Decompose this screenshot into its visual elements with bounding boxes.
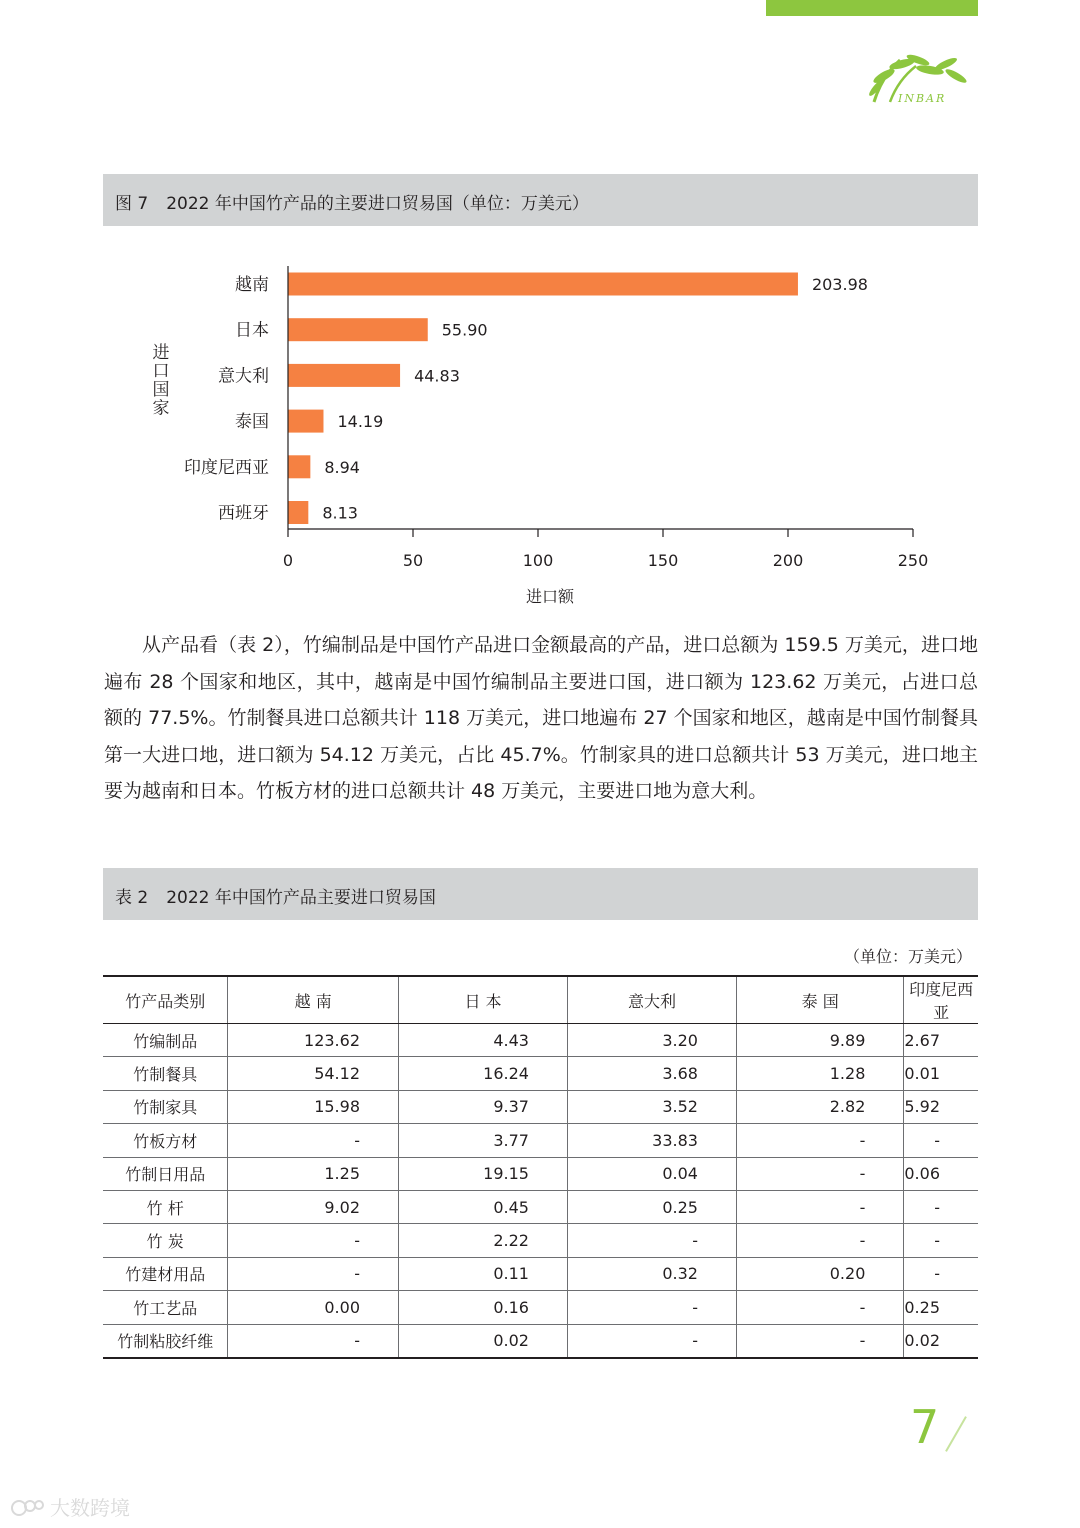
value-cell: - [736, 1124, 903, 1157]
header-cell: 日 本 [399, 976, 568, 1024]
row-category-cell: 竹制餐具 [103, 1057, 228, 1090]
x-tick-label: 100 [522, 551, 554, 570]
value-cell: - [736, 1157, 903, 1190]
bar-value-label: 44.83 [414, 366, 460, 386]
table-row [103, 1257, 978, 1290]
table-row [103, 1190, 978, 1223]
value-cell: 0.45 [399, 1190, 568, 1223]
x-tick-label: 200 [772, 551, 804, 570]
header-cell: 泰 国 [736, 976, 903, 1024]
table-label: 表 2 [115, 888, 149, 908]
bar-value-label: 203.98 [811, 275, 868, 294]
y-axis-label-text: 进口国家 [152, 343, 170, 419]
value-cell: 1.28 [736, 1057, 903, 1090]
value-cell: - [567, 1324, 736, 1358]
watermark [10, 1492, 130, 1521]
table-row [103, 1324, 978, 1358]
value-cell: 3.77 [399, 1124, 568, 1157]
value-cell: 1.25 [228, 1157, 399, 1190]
figure-title: 2022 年中国竹产品的主要进口贸易国（单位：万美元） [166, 194, 589, 214]
table-header-row [103, 976, 978, 1024]
category-label: 西班牙 [218, 503, 269, 524]
import-trade-table [103, 975, 978, 1359]
header-cell: 意大利 [567, 976, 736, 1024]
value-cell: 0.02 [399, 1324, 568, 1358]
row-category-cell: 竹 炭 [103, 1224, 228, 1257]
figure-label: 图 7 [115, 194, 149, 214]
row-category-cell: 竹制粘胶纤维 [117, 1332, 214, 1352]
bar-value-label: 8.94 [324, 457, 360, 477]
table-row [103, 1024, 978, 1057]
value-cell: 54.12 [228, 1057, 399, 1090]
table-caption-bar [103, 868, 978, 920]
x-tick-label: 0 [282, 551, 294, 570]
row-category-cell: 竹板方材 [103, 1124, 228, 1157]
value-cell: - [736, 1291, 903, 1324]
x-tick-label: 250 [897, 551, 929, 570]
row-category-cell: 竹建材用品 [103, 1257, 228, 1290]
row-category-cell: 竹编制品 [103, 1024, 228, 1057]
page-number-slash [945, 1416, 967, 1452]
value-cell: 9.37 [399, 1090, 568, 1123]
value-cell: 0.25 [567, 1190, 736, 1223]
table-unit-note: （单位：万美元） [843, 947, 972, 966]
table-row [103, 1124, 978, 1157]
bar-value-label: 14.19 [337, 412, 384, 432]
value-cell: 0.16 [399, 1291, 568, 1324]
value-cell: 9.89 [736, 1024, 903, 1057]
bar-value-label: 55.90 [441, 320, 488, 340]
value-cell: 0.01 [904, 1057, 978, 1090]
bar-1 [288, 318, 428, 341]
value-cell: 3.68 [567, 1057, 736, 1090]
value-cell: - [736, 1190, 903, 1223]
top-accent-bar [766, 0, 978, 16]
table-row [103, 1090, 978, 1123]
value-cell: - [228, 1324, 399, 1358]
value-cell: 2.22 [399, 1224, 568, 1257]
table-row [103, 1224, 978, 1257]
bar-value-label: 8.13 [322, 503, 358, 523]
value-cell: 0.32 [567, 1257, 736, 1290]
table-title: 2022 年中国竹产品主要进口贸易国 [166, 888, 436, 908]
value-cell: 0.25 [904, 1291, 978, 1324]
value-cell: 0.11 [399, 1257, 568, 1290]
value-cell: 3.20 [567, 1024, 736, 1057]
category-label: 越南 [235, 275, 269, 295]
value-cell: - [228, 1124, 399, 1157]
bar-2 [288, 364, 400, 387]
value-cell: 3.52 [567, 1090, 736, 1123]
watermark-logo-icon [10, 1496, 46, 1518]
row-category-cell: 竹制日用品 [103, 1157, 228, 1190]
value-cell: 0.20 [736, 1257, 903, 1290]
category-label: 日本 [235, 320, 269, 341]
header-cell: 印度尼西亚 [904, 976, 978, 1024]
x-axis-label: 进口额 [525, 587, 575, 606]
value-cell: 5.92 [904, 1090, 978, 1123]
watermark-text: 大数跨境 [50, 1496, 130, 1520]
body-paragraph: 从产品看（表 2），竹编制品是中国竹产品进口金额最高的产品，进口总额为 159.5 万美元，进口地遍布 28 个国家和地区，其中，越南是中国竹编制品主要进口国，进口额为 123.62 万美元，占进口总额的 77.5%。竹制餐具进口总额共计 118 万美元，进口地遍布 27 个国家和地区，越南是中国竹制餐具第一大进口地，进口额为 54.12 万美元，占比 45.7%。竹制家具的进口总额共计 53 万美元，进口地主要为越南和日本。竹板方材的进口总额共计 48 万美元，主要进口地为意大利。 [104, 634, 978, 803]
value-cell: 123.62 [228, 1024, 399, 1057]
value-cell: 15.98 [228, 1090, 399, 1123]
row-category-cell: 竹 杆 [103, 1190, 228, 1223]
x-tick-label: 150 [647, 551, 679, 570]
value-cell: 2.82 [736, 1090, 903, 1123]
value-cell: - [228, 1257, 399, 1290]
value-cell: 0.06 [904, 1157, 978, 1190]
value-cell: - [904, 1224, 978, 1257]
x-tick-label: 50 [402, 551, 424, 570]
row-category-cell: 竹制家具 [103, 1090, 228, 1123]
bar-4 [288, 455, 310, 478]
category-label: 泰国 [235, 412, 269, 433]
header-cell: 竹产品类别 [103, 976, 228, 1024]
value-cell: - [904, 1124, 978, 1157]
value-cell: - [736, 1324, 903, 1358]
row-category-cell: 竹工艺品 [103, 1291, 228, 1324]
value-cell: 16.24 [399, 1057, 568, 1090]
value-cell: 4.43 [399, 1024, 568, 1057]
value-cell: 2.67 [904, 1024, 978, 1057]
value-cell: 33.83 [567, 1124, 736, 1157]
header-cell: 越 南 [228, 976, 399, 1024]
bar-3 [288, 410, 323, 433]
value-cell: - [736, 1224, 903, 1257]
category-label: 印度尼西亚 [184, 457, 269, 478]
value-cell: 19.15 [399, 1157, 568, 1190]
value-cell: - [567, 1291, 736, 1324]
table-row [103, 1057, 978, 1090]
import-bar-chart [103, 226, 978, 618]
y-axis-label [153, 343, 170, 419]
bar-5 [288, 501, 308, 524]
value-cell: - [904, 1190, 978, 1223]
inbar-logo-text: INBAR [898, 92, 947, 105]
value-cell: 0.00 [228, 1291, 399, 1324]
value-cell: 0.04 [567, 1157, 736, 1190]
figure-caption-bar [103, 174, 978, 226]
category-label: 意大利 [218, 366, 269, 387]
value-cell: - [567, 1224, 736, 1257]
table-row [103, 1157, 978, 1190]
value-cell: 0.02 [904, 1324, 978, 1358]
table-row [103, 1291, 978, 1324]
page-number: 7 [910, 1400, 940, 1454]
value-cell: 9.02 [228, 1190, 399, 1223]
value-cell: - [228, 1224, 399, 1257]
bar-0 [288, 273, 798, 296]
value-cell: - [904, 1257, 978, 1290]
